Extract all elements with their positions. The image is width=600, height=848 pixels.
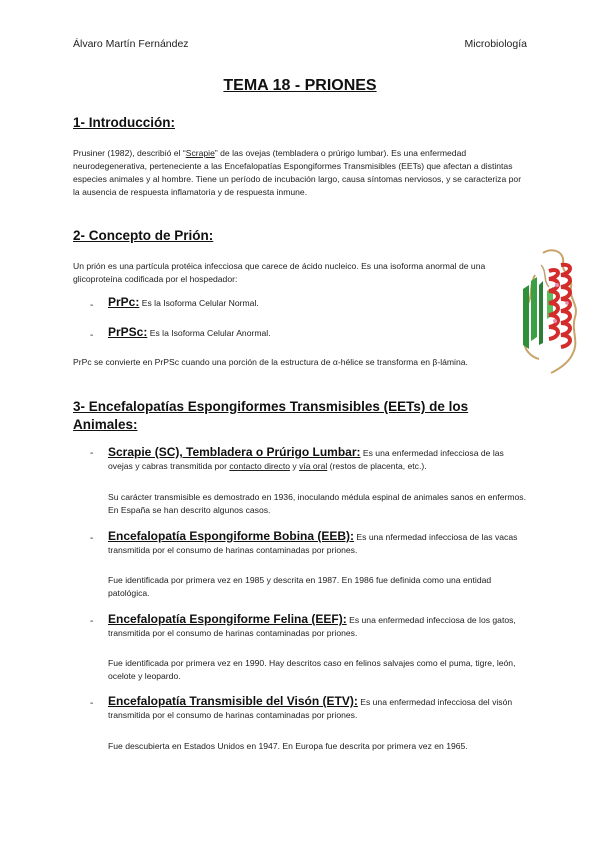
eets-heading-line2: Animales: <box>73 417 138 432</box>
concept-paragraph: Un prión es una partícula protéica infecciosa que carece de ácido nucleico. Es una isoforma anormal de una glicoproteína codificada por el hospedador: <box>73 261 486 284</box>
concept-heading: 2- Concepto de Prión: <box>73 228 214 243</box>
prpsc-term: PrPSc: <box>108 325 148 339</box>
list-item-prpc <box>108 296 528 310</box>
scrapie-link-text: Scrapie <box>185 148 215 158</box>
prpc-text: Es la Isoforma Celular Normal. <box>139 298 259 308</box>
scrapie-term: Scrapie (SC), Tembladera o Prúrigo Lumbar: <box>108 445 361 459</box>
prpsc-text: Es la Isoforma Celular Anormal. <box>147 328 271 338</box>
scrapie-note: Su carácter transmisible es demostrado en 1936, inoculando médula espinal de animales sanos en enfermos. En España se han descrito algunos casos. <box>108 492 526 515</box>
bullet-dash: - <box>90 300 94 311</box>
eets-heading-line1: 3- Encefalopatías Espongiformes Transmisibles (EETs) de los <box>73 399 469 414</box>
list-item-prpsc <box>108 326 528 340</box>
eeb-text: Es una nfermedad infecciosa de las vacas transmitida por el consumo de harinas contaminadas por priones. <box>108 532 518 555</box>
beta-sheet-green <box>523 277 553 349</box>
intro-paragraph <box>73 147 528 199</box>
eef-item <box>108 613 528 640</box>
bullet-dash: - <box>90 330 94 341</box>
intro-text-a: Prusiner (1982), describió el “ <box>73 148 186 158</box>
bullet-dash: - <box>90 616 94 627</box>
bullet-dash: - <box>90 533 94 544</box>
eef-note: Fue identificada por primera vez en 1990. Hay descritos caso en felinos salvajes como el puma, tigre, león, ocelote y leopardo. <box>108 658 516 681</box>
via-oral-text: vía oral <box>299 461 328 471</box>
eef-term: Encefalopatía Espongiforme Felina (EEF): <box>108 612 347 626</box>
header-author: Álvaro Martín Fernández <box>73 38 189 50</box>
eeb-item <box>108 530 528 557</box>
intro-heading: 1- Introducción: <box>73 115 175 130</box>
conversion-paragraph: PrPc se convierte en PrPSc cuando una porción de la estructura de α-hélice se transforma en β-lámina. <box>73 357 468 367</box>
etv-note: Fue descubierta en Estados Unidos en 1947. En Europa fue descrita por primera vez en 1965. <box>108 741 468 751</box>
page-title: TEMA 18 - PRIONES <box>223 77 377 94</box>
prpc-term: PrPc: <box>108 295 140 309</box>
scrapie-text-2: y <box>290 461 300 471</box>
etv-text: Es una enfermedad infecciosa del visón transmitida por el consumo de harinas contaminadas por priones. <box>108 697 513 720</box>
prion-structure-image <box>513 245 585 377</box>
eets-heading <box>73 398 533 434</box>
scrapie-text-3: (restos de placenta, etc.). <box>327 461 427 471</box>
intro-text-b: ” de las ovejas (tembladera o prúrigo lumbar). Es una enfermedad neurodegenerativa, perteneciente a las Encefalopatías Espongiformes Transmisibles (EETs) que afectan a distintas especies animales y al hombre. Tiene un período de incubación largo, causa síntomas nerviosos, y se caracteriza por la ausencia de respuesta inflamatoria y de respuesta inmune. <box>73 148 522 197</box>
eef-text: Es una enfermedad infecciosa de los gatos, transmitida por el consumo de harinas contaminadas por priones. <box>108 615 516 638</box>
header-subject: Microbiología <box>464 38 527 50</box>
bullet-dash: - <box>90 698 94 709</box>
scrapie-item <box>108 446 528 473</box>
bullet-dash: - <box>90 448 94 459</box>
etv-item <box>108 695 528 722</box>
eeb-term: Encefalopatía Espongiforme Bobina (EEB): <box>108 529 355 543</box>
eeb-note: Fue identificada por primera vez en 1985 y descrita en 1987. En 1986 fue definida como una entidad patológica. <box>108 575 492 598</box>
scrapie-text-1: Es una enfermedad infecciosa de las ovejas y cabras transmitida por <box>108 448 504 471</box>
contacto-directo-text: contacto directo <box>229 461 290 471</box>
etv-term: Encefalopatía Transmisible del Visón (ETV): <box>108 694 358 708</box>
